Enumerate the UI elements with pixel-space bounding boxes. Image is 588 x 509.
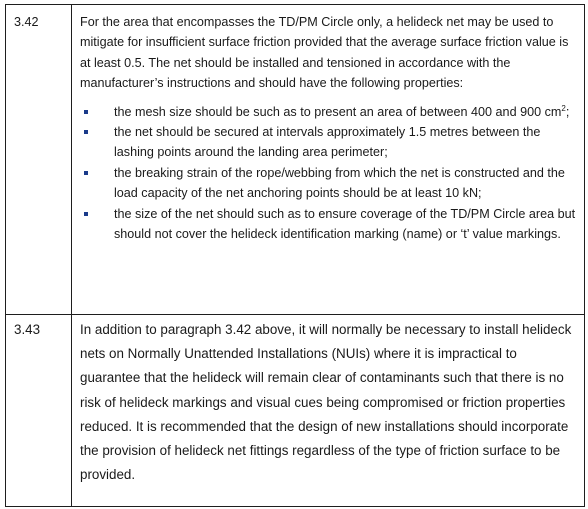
list-item bbox=[80, 102, 578, 122]
list-item bbox=[80, 122, 578, 163]
paragraph-number: 3.42 bbox=[6, 5, 72, 315]
table-row-3-42 bbox=[6, 5, 585, 315]
paragraph-number: 3.43 bbox=[6, 315, 72, 507]
bullet-text: the breaking strain of the rope/webbing from which the net is constructed and the load capacity of the net anchoring points should be at least 10 kN; bbox=[114, 165, 565, 201]
paragraph-text: For the area that encompasses the TD/PM Circle only, a helideck net may be used to mitigate for insufficient surface friction provided that the average surface friction value is at least 0.5. The net should be installed and tensioned in accordance with the manufacturer’s instructions and should have the following properties: bbox=[80, 15, 569, 91]
bullet-text: the net should be secured at intervals approximately 1.5 metres between the lashing points around the landing area perimeter; bbox=[114, 125, 541, 160]
list-item bbox=[80, 163, 578, 204]
square-bullet-icon bbox=[84, 130, 88, 134]
bullet-text-end: ; bbox=[565, 104, 570, 119]
square-bullet-icon bbox=[84, 212, 88, 216]
bullet-list bbox=[80, 102, 578, 245]
bullet-text: the size of the net should such as to ensure coverage of the TD/PM Circle area but should not cover the helideck identification marking (name) or ‘t’ value markings. bbox=[114, 206, 576, 242]
bullet-text: the mesh size should be such as to present an area of between 400 and 900 cm bbox=[114, 104, 562, 119]
paragraph-table bbox=[5, 4, 585, 507]
table-row-3-43 bbox=[6, 315, 585, 507]
paragraph-text: In addition to paragraph 3.42 above, it will normally be necessary to install helideck nets on Normally Unattended Installations (NUIs) where it is impractical to guarantee that the helideck will remain clear of contaminants such that there is no risk of helideck markings and visual cues being compromised or friction properties reduced. It is recommended that the design of new installations should incorporate the provision of helideck net fittings regardless of the type of friction surface to be provided. bbox=[72, 315, 585, 507]
list-item bbox=[80, 204, 578, 245]
square-bullet-icon bbox=[84, 110, 88, 114]
superscript: 2 bbox=[561, 103, 566, 113]
paragraph-body bbox=[72, 5, 585, 315]
square-bullet-icon bbox=[84, 171, 88, 175]
